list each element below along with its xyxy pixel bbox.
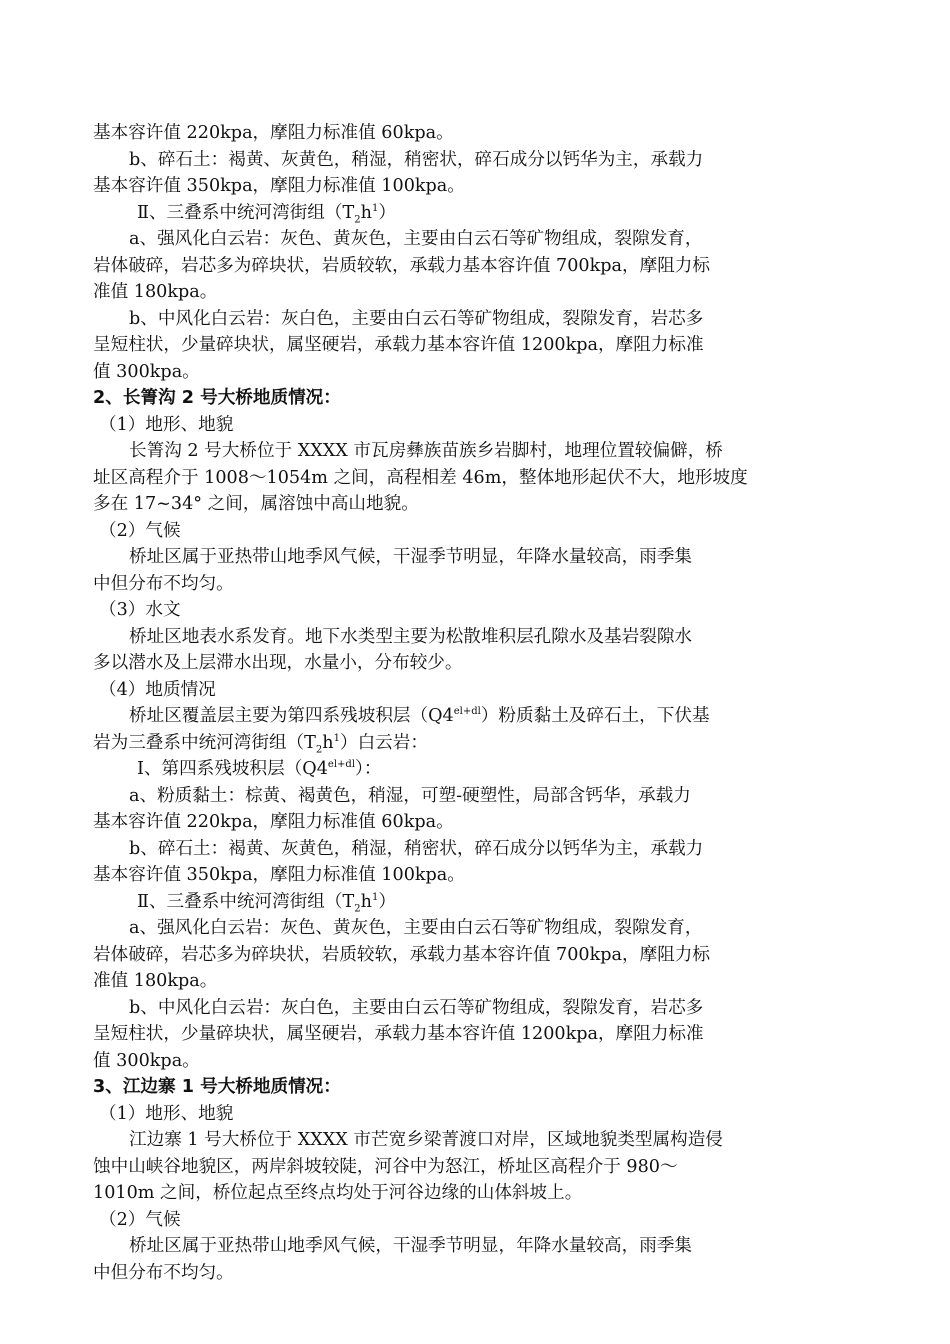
body-text: 基本容许值 220kpa，摩阻力标准值 60kpa。 (93, 812, 454, 832)
subsection-heading: Ⅰ、第四系残坡积层$(Q4^{el+dl})$： (137, 759, 382, 779)
body-text: 桥址区属于亚热带山地季风气候，干湿季节明显，年降水量较高，雨季集 (129, 547, 693, 567)
section-heading: 2、长箐沟 2 号大桥地质情况： (93, 388, 341, 408)
body-text: 1010m 之间，桥位起点至终点均处于河谷边缘的山体斜坡上。 (93, 1183, 583, 1203)
body-text: 中但分布不均匀。 (93, 573, 234, 594)
body-text: b、碎石土：褐黄、灰黄色，稍湿，稍密状，碎石成分以钙华为主，承载力 (129, 838, 704, 859)
subsection-heading: （2）气候 (99, 520, 181, 541)
body-text: 岩体破碎，岩芯多为碎块状，岩质较软，承载力基本容许值 700kpa，摩阻力标 (93, 255, 710, 276)
subsection-heading: （4）地质情况 (99, 679, 216, 700)
body-text: 基本容许值 350kpa，摩阻力标准值 100kpa。 (93, 176, 465, 196)
body-text: 岩体破碎，岩芯多为碎块状，岩质较软，承载力基本容许值 700kpa，摩阻力标 (93, 944, 710, 965)
body-text: 基本容许值 350kpa，摩阻力标准值 100kpa。 (93, 865, 465, 885)
document-page (93, 120, 865, 1286)
body-text: a、粉质黏土：棕黄、褐黄色，稍湿，可塑-硬塑性，局部含钙华，承载力 (129, 785, 691, 806)
body-text: 桥址区属于亚热带山地季风气候，干湿季节明显，年降水量较高，雨季集 (129, 1236, 693, 1256)
body-text: 长箐沟 2 号大桥位于 XXXX 市瓦房彝族苗族乡岩脚村，地理位置较偏僻，桥 (129, 441, 723, 461)
subsection-heading: （1）地形、地貌 (99, 414, 234, 435)
body-text: 多以潜水及上层滞水出现，水量小，分布较少。 (93, 653, 463, 673)
body-text: a、强风化白云岩：灰色、黄灰色，主要由白云石等矿物组成，裂隙发育， (129, 918, 703, 938)
body-text: a、强风化白云岩：灰色、黄灰色，主要由白云石等矿物组成，裂隙发育， (129, 229, 703, 249)
subsection-heading: Ⅱ、三叠系中统河湾街组$(T_2h^1)$ (137, 202, 396, 226)
body-text: 桥址区覆盖层主要为第四系残坡积层$(Q4^{el+dl})$粉质黏土及碎石土，下伏基 (129, 706, 710, 726)
subsection-heading: Ⅱ、三叠系中统河湾街组$(T_2h^1)$ (137, 891, 396, 915)
body-text: b、中风化白云岩：灰白色，主要由白云石等矿物组成，裂隙发育，岩芯多 (129, 997, 704, 1018)
body-text: 桥址区地表水系发育。地下水类型主要为松散堆积层孔隙水及基岩裂隙水 (129, 626, 693, 647)
body-text: b、中风化白云岩：灰白色，主要由白云石等矿物组成，裂隙发育，岩芯多 (129, 308, 704, 329)
body-text: 值 300kpa。 (93, 1050, 200, 1071)
body-text: 准值 180kpa。 (93, 282, 218, 302)
subsection-heading: （1）地形、地貌 (99, 1103, 234, 1124)
body-text: 江边寨 1 号大桥位于 XXXX 市芒宽乡梁菁渡口对岸，区域地貌类型属构造侵 (129, 1130, 723, 1150)
body-text: b、碎石土：褐黄、灰黄色，稍湿，稍密状，碎石成分以钙华为主，承载力 (129, 149, 704, 170)
body-text: 呈短柱状，少量碎块状，属坚硬岩，承载力基本容许值 1200kpa，摩阻力标准 (93, 1024, 704, 1044)
body-text: 呈短柱状，少量碎块状，属坚硬岩，承载力基本容许值 1200kpa，摩阻力标准 (93, 335, 704, 355)
body-text: 中但分布不均匀。 (93, 1262, 234, 1283)
subsection-heading: （2）气候 (99, 1209, 181, 1230)
body-text: 岩为三叠系中统河湾街组$(T_2h^1)$白云岩： (93, 732, 428, 756)
body-text: 值 300kpa。 (93, 361, 200, 382)
body-text: 蚀中山峡谷地貌区，两岸斜坡较陡，河谷中为怒江，桥址区高程介于 980～ (93, 1156, 678, 1177)
body-text: 多在 17~34° 之间，属溶蚀中高山地貌。 (93, 494, 419, 514)
body-text: 基本容许值 220kpa，摩阻力标准值 60kpa。 (93, 123, 454, 143)
body-text: 址区高程介于 1008～1054m 之间，高程相差 46m，整体地形起伏不大，地形坡度 (93, 467, 748, 488)
subsection-heading: （3）水文 (99, 600, 181, 620)
body-text: 准值 180kpa。 (93, 971, 218, 991)
section-heading: 3、江边寨 1 号大桥地质情况： (93, 1077, 341, 1097)
